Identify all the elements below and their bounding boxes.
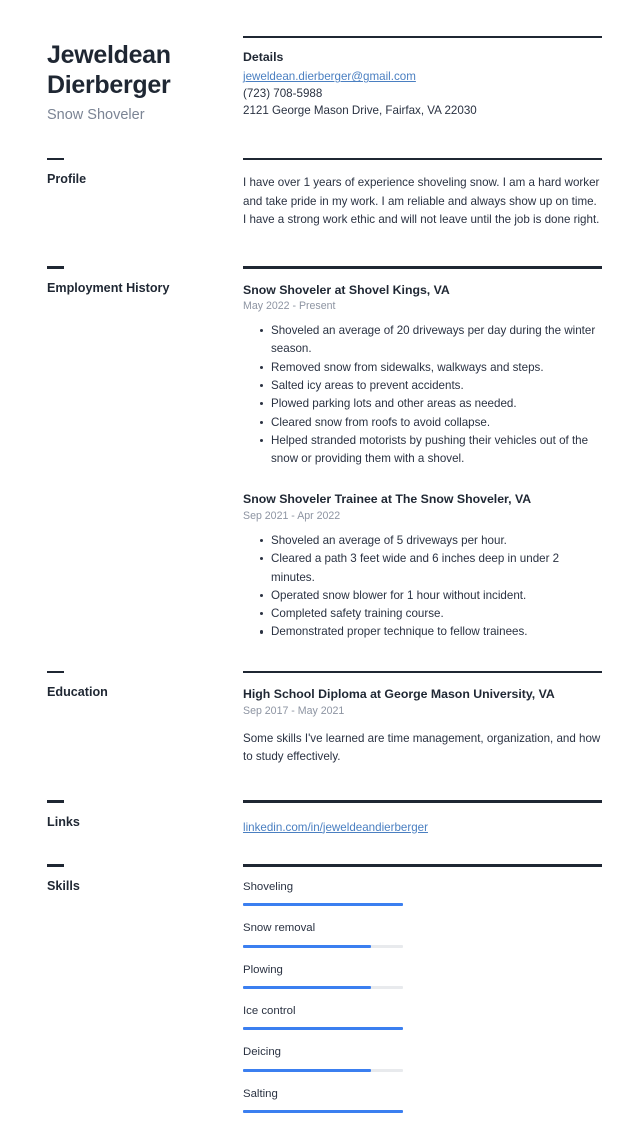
profile-content-col bbox=[243, 158, 602, 229]
list-item: Completed safety training course. bbox=[260, 605, 602, 623]
list-item: Helped stranded motorists by pushing their vehicles out of the snow or providing them with a shovel. bbox=[260, 432, 602, 469]
employment-label-col bbox=[47, 266, 243, 296]
list-item: Removed snow from sidewalks, walkways and steps. bbox=[260, 359, 602, 377]
skill-level-track bbox=[243, 945, 403, 948]
employment-entry bbox=[243, 282, 602, 469]
employment-entry-bullets bbox=[243, 322, 602, 469]
employment-section bbox=[47, 266, 602, 644]
skills-section bbox=[47, 864, 602, 1122]
skills-label-col bbox=[47, 864, 243, 894]
skill-name: Salting bbox=[243, 1087, 278, 1100]
list-item: Plowed parking lots and other areas as needed. bbox=[260, 395, 602, 413]
email-link[interactable]: jeweldean.dierberger@gmail.com bbox=[243, 70, 416, 84]
skill-level-fill bbox=[243, 986, 371, 989]
details-email-row bbox=[243, 67, 602, 86]
list-item: Salted icy areas to prevent accidents. bbox=[260, 377, 602, 395]
resume-header bbox=[47, 36, 602, 125]
header-identity bbox=[47, 36, 243, 125]
skill-level-track bbox=[243, 1069, 403, 1072]
profile-text: I have over 1 years of experience shoveling snow. I am a hard worker and take pride in my work. I am reliable and always show up on time. I have a strong work ethic and will not leave until the job is done right. bbox=[243, 176, 600, 226]
employment-entry bbox=[243, 491, 602, 641]
education-content-col bbox=[243, 671, 602, 768]
section-dash-icon bbox=[47, 266, 64, 268]
list-item: Operated snow blower for 1 hour without incident. bbox=[260, 587, 602, 605]
education-entry-date: Sep 2017 - May 2021 bbox=[243, 704, 345, 717]
skill-level-fill bbox=[243, 1069, 371, 1072]
skill-name: Ice control bbox=[243, 1004, 296, 1017]
employment-entry-title: Snow Shoveler at Shovel Kings, VA bbox=[243, 282, 450, 297]
skill-name: Deicing bbox=[243, 1046, 281, 1059]
skill-level-track bbox=[243, 1110, 403, 1113]
skill-item bbox=[243, 998, 602, 1030]
linkedin-link[interactable]: linkedin.com/in/jeweldeandierberger bbox=[243, 820, 428, 834]
page-title: Jeweldean Dierberger bbox=[47, 41, 171, 99]
address-text: 2121 George Mason Drive, Fairfax, VA 22030 bbox=[243, 103, 477, 117]
skill-item bbox=[243, 874, 602, 906]
skill-item bbox=[243, 957, 602, 989]
list-item: Demonstrated proper technique to fellow trainees. bbox=[260, 623, 602, 641]
skill-level-track bbox=[243, 1027, 403, 1030]
education-label-col bbox=[47, 671, 243, 701]
list-item: Shoveled an average of 5 driveways per hour. bbox=[260, 532, 602, 550]
employment-entry-title: Snow Shoveler Trainee at The Snow Shoveler, VA bbox=[243, 492, 532, 507]
employment-content-col bbox=[243, 266, 602, 644]
section-label-skills: Skills bbox=[47, 878, 80, 893]
phone-text: (723) 708-5988 bbox=[243, 87, 323, 101]
profile-label-col bbox=[47, 158, 243, 188]
section-label-links: Links bbox=[47, 814, 80, 829]
skill-level-fill bbox=[243, 1027, 403, 1030]
skill-name: Plowing bbox=[243, 963, 283, 976]
education-section bbox=[47, 671, 602, 768]
section-label-employment: Employment History bbox=[47, 280, 170, 295]
employment-entry-date: Sep 2021 - Apr 2022 bbox=[243, 510, 341, 523]
skills-content-col bbox=[243, 864, 602, 1122]
skill-level-fill bbox=[243, 1110, 403, 1113]
section-label-profile: Profile bbox=[47, 172, 87, 187]
job-title: Snow Shoveler bbox=[47, 107, 145, 123]
links-label-col bbox=[47, 800, 243, 830]
section-dash-icon bbox=[47, 671, 64, 673]
list-item: Cleared snow from roofs to avoid collapse. bbox=[260, 414, 602, 432]
details-heading: Details bbox=[243, 50, 284, 65]
section-dash-icon bbox=[47, 864, 64, 866]
details-section bbox=[243, 36, 602, 120]
education-entry-description: Some skills I've learned are time management, organization, and how to study effectively. bbox=[243, 731, 601, 763]
skill-item bbox=[243, 1039, 602, 1071]
employment-entry-date: May 2022 - Present bbox=[243, 300, 336, 313]
profile-section bbox=[47, 158, 602, 229]
list-item: Shoveled an average of 20 driveways per day during the winter season. bbox=[260, 322, 602, 359]
education-entry bbox=[243, 686, 602, 766]
section-dash-icon bbox=[47, 800, 64, 802]
skill-level-fill bbox=[243, 945, 371, 948]
links-section bbox=[47, 800, 602, 836]
education-entry-title: High School Diploma at George Mason University, VA bbox=[243, 687, 555, 702]
skill-name: Snow removal bbox=[243, 922, 316, 935]
list-item: Cleared a path 3 feet wide and 6 inches deep in under 2 minutes. bbox=[260, 550, 602, 587]
skill-item bbox=[243, 915, 602, 947]
skill-name: Shoveling bbox=[243, 880, 294, 893]
skill-level-track bbox=[243, 986, 403, 989]
employment-entry-bullets bbox=[243, 532, 602, 642]
links-list bbox=[243, 818, 602, 837]
section-label-education: Education bbox=[47, 685, 108, 700]
section-dash-icon bbox=[47, 158, 64, 160]
skill-item bbox=[243, 1081, 602, 1113]
links-content-col bbox=[243, 800, 602, 836]
